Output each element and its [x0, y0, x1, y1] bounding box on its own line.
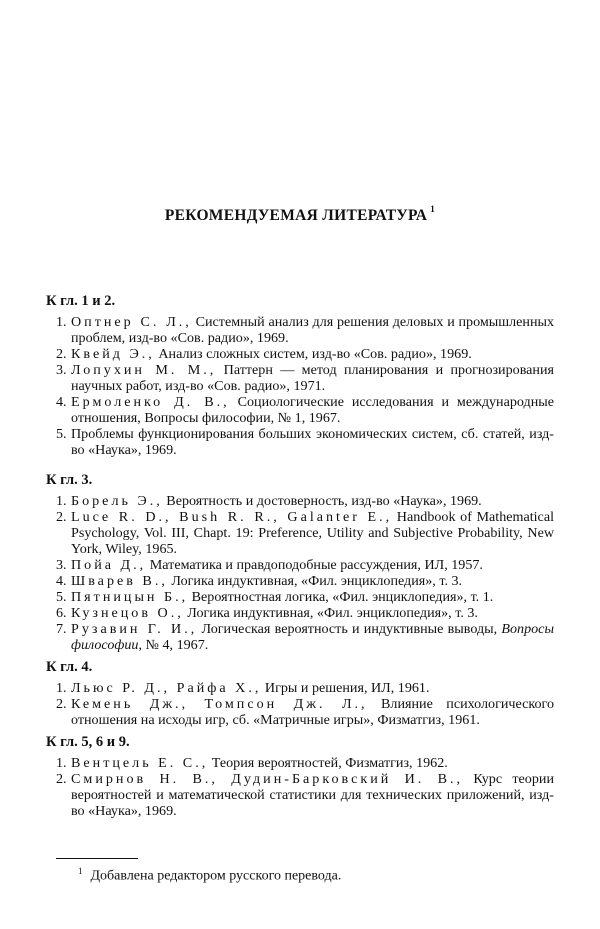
reference-text: Вероятность и достоверность, изд-во «Наука», 1969.	[162, 493, 482, 509]
reference-author: Лопухин М. М.,	[71, 362, 217, 378]
reference-item	[56, 573, 554, 589]
reference-item	[56, 509, 554, 557]
section-heading: К гл. 5, 6 и 9.	[46, 734, 130, 750]
reference-item	[56, 557, 554, 573]
item-number: 4.	[56, 394, 67, 410]
reference-text: Логика индуктивная, «Фил. энциклопедия», т. 3.	[167, 573, 463, 589]
item-number: 2.	[56, 346, 67, 362]
reference-text: Теория вероятностей, Физматгиз, 1962.	[208, 755, 448, 771]
item-number: 7.	[56, 621, 67, 637]
reference-text: Handbook of Mathematical Psychology, Vol. III, Chapt. 19: Preference, Utility and Subjective Probability, New York, Wiley, 1965.	[71, 509, 554, 557]
footnote	[78, 866, 341, 885]
reference-text: Математика и правдоподобные рассуждения, ИЛ, 1957.	[146, 557, 483, 573]
item-number: 3.	[56, 362, 67, 378]
reference-author: Пятницын Б.,	[71, 589, 189, 605]
section-heading: К гл. 3.	[46, 472, 93, 488]
reference-item	[56, 346, 554, 362]
reference-list	[56, 493, 554, 653]
item-number: 1.	[56, 314, 67, 330]
reference-author: Льюс Р. Д., Райфа Х.,	[71, 680, 262, 696]
item-number: 1.	[56, 755, 67, 771]
reference-text: Социологические исследования и международные отношения, Вопросы философии, № 1, 1967.	[71, 394, 554, 426]
reference-item	[56, 589, 554, 605]
item-number: 1.	[56, 680, 67, 696]
reference-item	[56, 394, 554, 426]
item-number: 2.	[56, 771, 67, 787]
item-number: 2.	[56, 696, 67, 712]
reference-text: Курс теории вероятностей и математической статистики для технических приложений, изд-во «Наука», 1969.	[71, 771, 554, 819]
title-footnote-mark: 1	[430, 204, 436, 214]
reference-author: Кузнецов О.,	[71, 605, 184, 621]
reference-author: Борель Э.,	[71, 493, 163, 509]
reference-text: Проблемы функционирования больших экономических систем, сб. статей, изд-во «Наука», 1969.	[71, 426, 554, 458]
reference-text: Анализ сложных систем, изд-во «Сов. радио», 1969.	[154, 346, 472, 362]
reference-text: Игры и решения, ИЛ, 1961.	[261, 680, 430, 696]
reference-text: Системный анализ для решения деловых и промышленных проблем, изд-во «Сов. радио», 1969.	[71, 314, 555, 346]
reference-author: Вентцель Е. С.,	[71, 755, 209, 771]
item-number: 5.	[56, 426, 67, 442]
item-number: 2.	[56, 509, 67, 525]
reference-text: Паттерн — метод планирования и прогнозирования научных работ, изд-во «Сов. радио», 1971.	[71, 362, 554, 394]
journal-title: Вопросы философии	[71, 621, 554, 653]
title-text: РЕКОМЕНДУЕМАЯ ЛИТЕРАТУРА	[164, 207, 428, 225]
reference-list	[56, 314, 554, 458]
item-number: 3.	[56, 557, 67, 573]
item-number: 1.	[56, 493, 67, 509]
reference-text: Логика индуктивная, «Фил. энциклопедия», т. 3.	[183, 605, 478, 621]
reference-list	[56, 680, 554, 728]
reference-item	[56, 493, 554, 509]
reference-author: Luce R. D., Bush R. R., Galanter E.,	[71, 509, 393, 525]
reference-item	[56, 696, 554, 728]
reference-author: Квейд Э.,	[71, 346, 155, 362]
reference-author: Шварев В.,	[71, 573, 168, 589]
reference-list	[56, 755, 554, 819]
footnote-divider	[56, 858, 138, 859]
reference-item	[56, 755, 554, 771]
reference-text: Вероятностная логика, «Фил. энциклопедия», т. 1.	[188, 589, 494, 605]
page-title	[0, 206, 600, 225]
reference-author: Оптнер С. Л.,	[71, 314, 192, 330]
reference-item	[56, 426, 554, 458]
reference-item	[56, 314, 554, 346]
footnote-mark: 1	[78, 866, 83, 876]
reference-author: Кемень Дж., Томпсон Дж. Л.,	[71, 696, 368, 712]
reference-tail: , № 4, 1967.	[138, 637, 209, 653]
footnote-text: Добавлена редактором русского перевода.	[90, 868, 342, 884]
reference-author: Пойа Д.,	[71, 557, 147, 573]
reference-item	[56, 771, 554, 819]
reference-author: Ермоленко Д. В.,	[71, 394, 230, 410]
reference-text: Логическая вероятность и индуктивные выводы,	[197, 621, 502, 637]
item-number: 5.	[56, 589, 67, 605]
item-number: 4.	[56, 573, 67, 589]
reference-item	[56, 362, 554, 394]
reference-item	[56, 680, 554, 696]
bibliography	[46, 293, 555, 825]
reference-author: Рузавин Г. И.,	[71, 621, 198, 637]
reference-text: Влияние психологического отношения на исходы игр, сб. «Матричные игры», Физматгиз, 1961.	[71, 696, 554, 728]
section-heading: К гл. 4.	[46, 659, 93, 675]
item-number: 6.	[56, 605, 67, 621]
reference-item	[56, 621, 554, 653]
reference-item	[56, 605, 554, 621]
reference-author: Смирнов Н. В., Дудин-Барковский И. В.,	[71, 771, 464, 787]
section-heading: К гл. 1 и 2.	[46, 293, 116, 309]
